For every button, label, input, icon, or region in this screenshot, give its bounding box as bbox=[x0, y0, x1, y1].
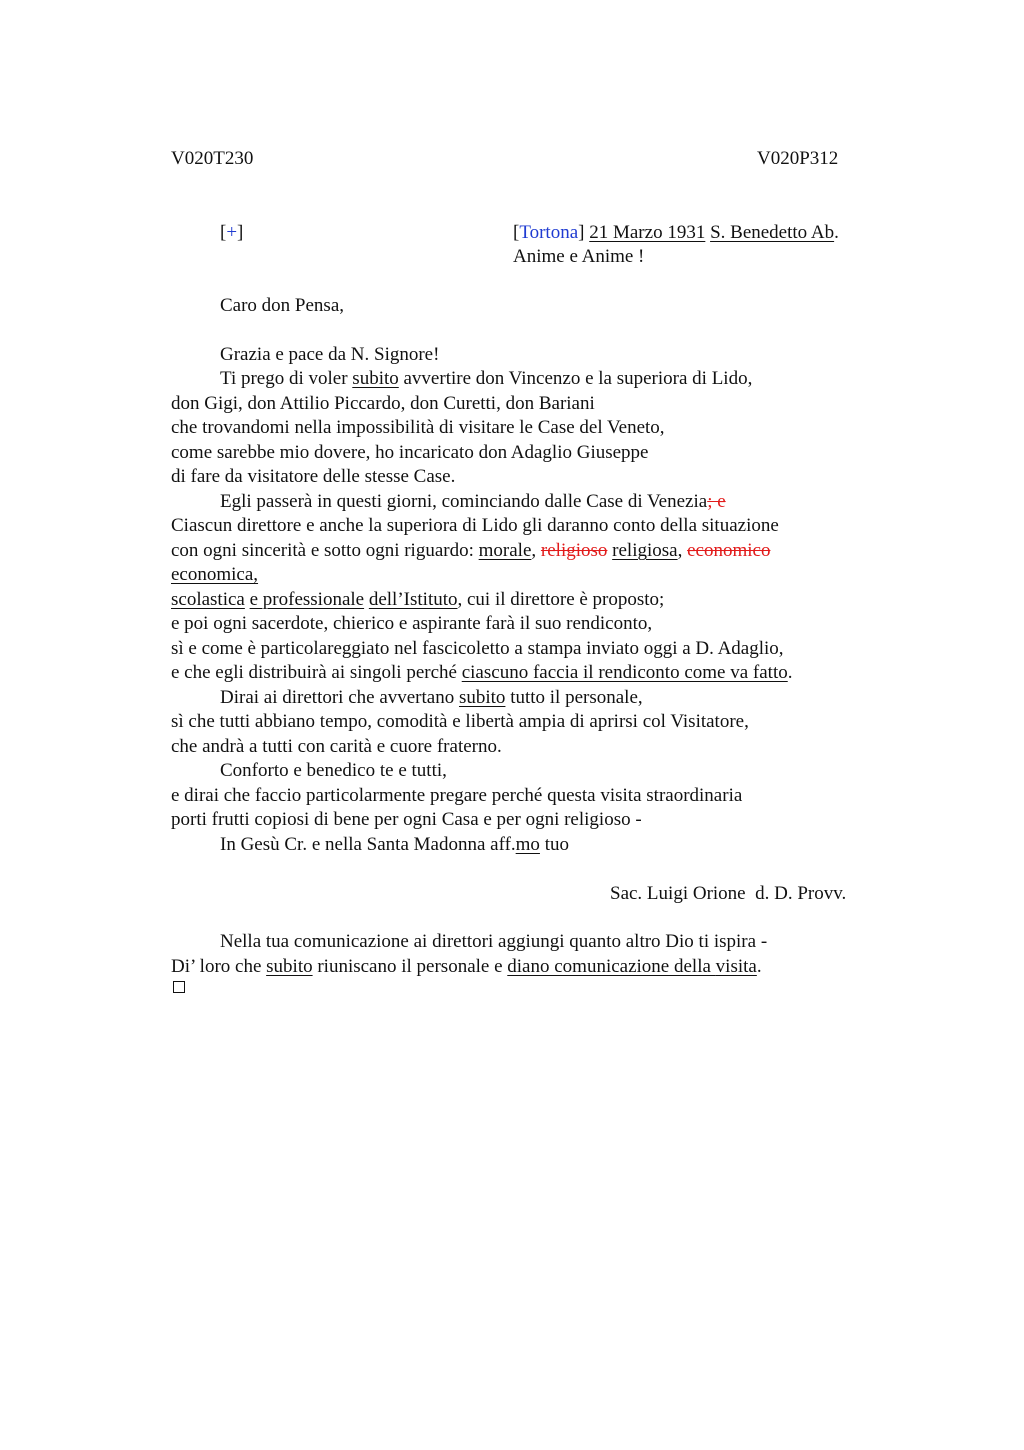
document-code-right: V020P312 bbox=[757, 148, 839, 169]
body-line-14: e che egli distribuirà ai singoli perché ciascuno faccia il rendiconto come va fatto. bbox=[171, 662, 793, 683]
body-line-13: sì e come è particolareggiato nel fascicoletto a stampa inviato oggi a D. Adaglio, bbox=[171, 638, 784, 659]
body-line-15: Dirai ai direttori che avvertano subito tutto il personale, bbox=[220, 687, 643, 708]
signature: Sac. Luigi Orione d. D. Provv. bbox=[610, 883, 847, 904]
salutation: Caro don Pensa, bbox=[220, 295, 345, 316]
end-square-icon bbox=[173, 981, 185, 993]
body-line-20: porti frutti copiosi di bene per ogni Casa e per ogni religioso - bbox=[171, 809, 642, 830]
closing-line: In Gesù Cr. e nella Santa Madonna aff.mo tuo bbox=[220, 834, 569, 855]
body-line-16: sì che tutti abbiano tempo, comodità e libertà ampia di aprirsi col Visitatore, bbox=[171, 711, 749, 732]
body-line-7: Egli passerà in questi giorni, cominciando dalle Case di Venezia; e bbox=[220, 491, 726, 512]
body-line-10: economica, bbox=[171, 564, 259, 585]
body-line-17: che andrà a tutti con carità e cuore fraterno. bbox=[171, 736, 502, 757]
body-line-5: come sarebbe mio dovere, ho incaricato don Adaglio Giuseppe bbox=[171, 442, 649, 463]
body-line-12: e poi ogni sacerdote, chierico e aspirante farà il suo rendiconto, bbox=[171, 613, 653, 634]
body-line-3: don Gigi, don Attilio Piccardo, don Curetti, don Bariani bbox=[171, 393, 595, 414]
document-code-left: V020T230 bbox=[171, 148, 254, 169]
body-line-6: di fare da visitatore delle stesse Case. bbox=[171, 466, 456, 487]
cross-mark: [+] bbox=[220, 222, 244, 243]
body-line-18: Conforto e benedico te e tutti, bbox=[220, 760, 447, 781]
body-line-9: con ogni sincerità e sotto ogni riguardo: morale, religioso religiosa, economico bbox=[171, 540, 771, 561]
motto: Anime e Anime ! bbox=[513, 246, 645, 267]
body-line-1: Grazia e pace da N. Signore! bbox=[220, 344, 440, 365]
body-line-19: e dirai che faccio particolarmente pregare perché questa visita straordinaria bbox=[171, 785, 743, 806]
date-line: [Tortona] 21 Marzo 1931 S. Benedetto Ab. bbox=[513, 222, 839, 243]
deleted-text: religioso bbox=[540, 540, 608, 561]
saint-day: S. Benedetto Ab bbox=[710, 222, 835, 243]
deleted-text: economico bbox=[687, 540, 771, 561]
postscript-line-2: Di’ loro che subito riuniscano il personale e diano comunicazione della visita. bbox=[171, 956, 762, 977]
letter-date: 21 Marzo 1931 bbox=[589, 222, 706, 243]
postscript-line-1: Nella tua comunicazione ai direttori aggiungi quanto altro Dio ti ispira - bbox=[220, 931, 768, 952]
body-line-4: che trovandomi nella impossibilità di visitare le Case del Veneto, bbox=[171, 417, 665, 438]
place-name: Tortona bbox=[519, 222, 579, 243]
body-line-8: Ciascun direttore e anche la superiora di Lido gli daranno conto della situazione bbox=[171, 515, 779, 536]
body-line-2: Ti prego di voler subito avvertire don Vincenzo e la superiora di Lido, bbox=[220, 368, 753, 389]
deleted-text: ; e bbox=[707, 491, 726, 512]
body-line-11: scolastica e professionale dell’Istituto, cui il direttore è proposto; bbox=[171, 589, 665, 610]
